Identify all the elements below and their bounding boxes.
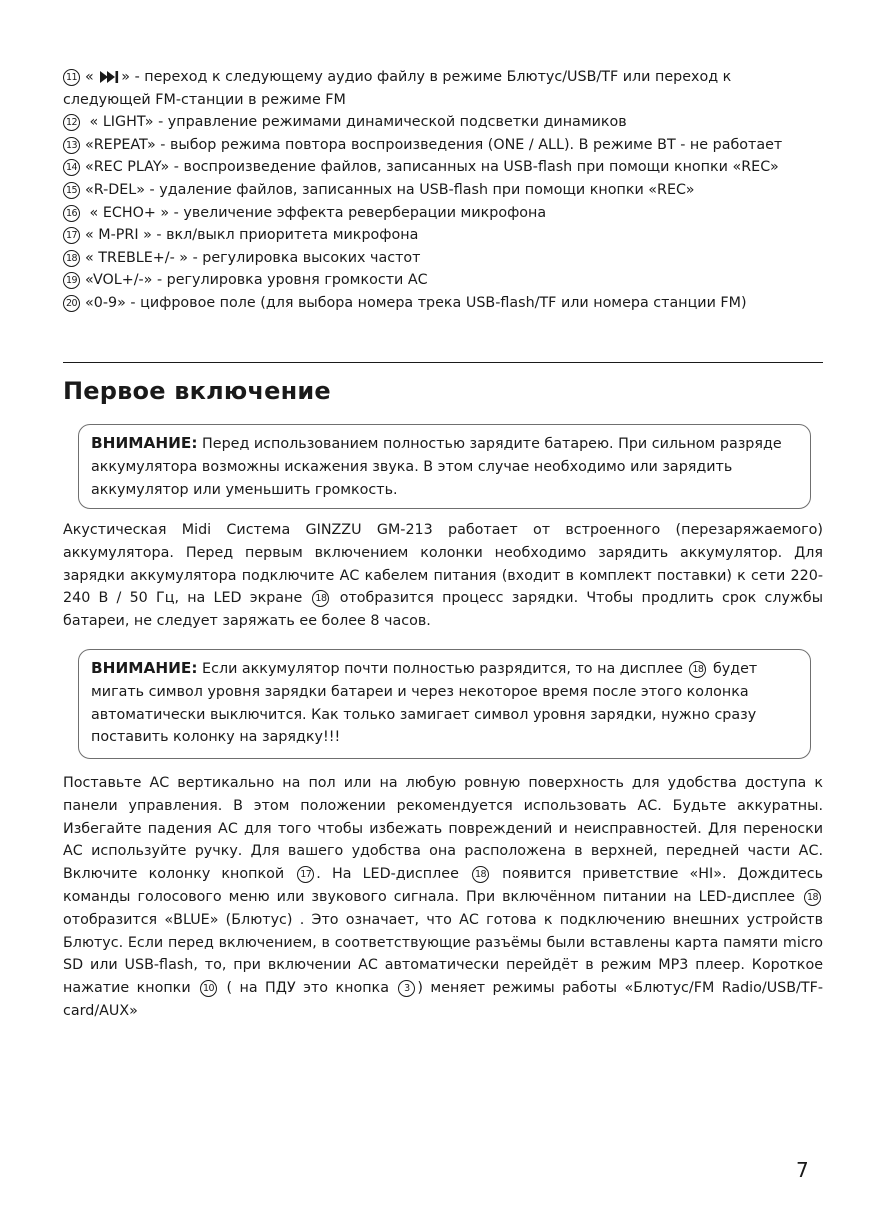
charging-paragraph: Акустическая Midi Система GINZZU GM-213 работает от встроенного (перезаряжаемого) аккумулятора. Перед первым включением колонки необходимо зарядить аккумулятор. Для зарядки аккумулятора подключите АС кабелем питания (входит в комплект поставки) к сети 220-240 В / 50 Гц, на LED экране 18 отобразится процесс зарядки. Чтобы продлить срок службы батареи, не следует заряжать ее более 8 часов. [63,522,823,630]
item-number-badge: 12 [63,114,80,131]
item-number-badge: 17 [63,227,80,244]
item-text: « ECHO+ » - увеличение эффекта реверберации микрофона [85,204,547,221]
item-text: « M-PRI » - вкл/выкл приоритета микрофона [85,227,419,244]
reference-badge: 3 [398,980,415,997]
item-number-badge: 20 [63,295,80,312]
list-item [63,269,823,292]
next-track-icon [100,71,119,83]
warning-label: ВНИМАНИЕ: [91,434,198,452]
reference-badge: 18 [472,866,489,883]
list-item [63,179,823,202]
item-text: » - переход к следующему аудио файлу в режиме Блютус/USB/TF или переход к следующей FM-станции в режиме FM [63,69,732,108]
item-text: «REC PLAY» - воспроизведение файлов, записанных на USB-flash при помощи кнопки «REC» [85,159,779,176]
item-text: «R-DEL» - удаление файлов, записанных на USB-flash при помощи кнопки «REC» [85,181,695,198]
item-number-badge: 11 [63,69,80,86]
warning-box [78,424,811,509]
item-number-badge: 14 [63,159,80,176]
warning-text: Перед использованием полностью зарядите батарею. При сильном разряде аккумулятора возможны искажения звука. В этом случае необходимо или зарядить аккумулятор или уменьшить громкость. [91,436,782,498]
list-item [63,247,823,270]
reference-badge: 18 [689,661,706,678]
reference-badge: 10 [200,980,217,997]
list-item [63,224,823,247]
reference-badge: 18 [804,889,821,906]
page-number: 7 [796,1158,809,1182]
item-text: « LIGHT» - управление режимами динамической подсветки динамиков [85,114,627,131]
item-number-badge: 16 [63,205,80,222]
section-divider [63,362,823,363]
list-item: 11 « » - переход к следующему аудио файлу в режиме Блютус/USB/TF или переход к следующей FM-станции в режиме FM [63,69,732,108]
remote-key-list [63,66,823,315]
item-text: «0-9» - цифровое поле (для выбора номера трека USB-flash/TF или номера станции FM) [85,294,747,311]
item-number-badge: 18 [63,250,80,267]
warning-box: ВНИМАНИЕ: Если аккумулятор почти полностью разрядится, то на дисплее 18 будет мигать символ уровня зарядки батареи и через некоторое время после этого колонка автоматически выключится. Как только замигает символ уровня зарядки, нужно сразу поставить колонку на зарядку!!! [78,649,811,759]
list-item [63,156,823,179]
item-text: «REPEAT» - выбор режима повтора воспроизведения (ONE / ALL). В режиме BT - не работает [85,136,783,153]
list-item [63,202,823,225]
item-text: «VOL+/-» - регулировка уровня громкости АС [85,272,428,289]
section-title: Первое включение [63,377,331,405]
item-number-badge: 15 [63,182,80,199]
reference-badge: 18 [312,590,329,607]
warning-label: ВНИМАНИЕ: [91,659,198,677]
setup-paragraph: Поставьте АС вертикально на пол или на любую ровную поверхность для удобства доступа к панели управления. В этом положении рекомендуется использовать АС. Будьте аккуратны. Избегайте падения АС для того чтобы избежать повреждений и неисправностей. Для переноски АС используйте ручку. Для вашего удобства она расположена в верхней, передней части АС. Включите колонку кнопкой 17 . На LED-дисплее 18 появится приветствие «HI». Дождитесь команды голосового меню или звукового сигнала. При включённом питании на LED-дисплее 18 отобразится «BLUE» (Блютус) . Это означает, что АС готова к подключению внешних устройств Блютус. Если перед включением, в соответствующие разъёмы были вставлены карта памяти micro SD или USB-flash, то, при включении АС автоматически перейдёт в режим MP3 плеер. Короткое нажатие кнопки 10 ( на ПДУ это кнопка 3 ) меняет режимы работы «Блютус/FM Radio/USB/TF-card/AUX» [63,775,823,1019]
list-item [63,134,823,157]
list-item [63,292,823,315]
item-number-badge: 13 [63,137,80,154]
item-number-badge: 19 [63,272,80,289]
item-text: « TREBLE+/- » - регулировка высоких частот [85,249,421,266]
list-item [63,111,823,134]
reference-badge: 17 [297,866,314,883]
